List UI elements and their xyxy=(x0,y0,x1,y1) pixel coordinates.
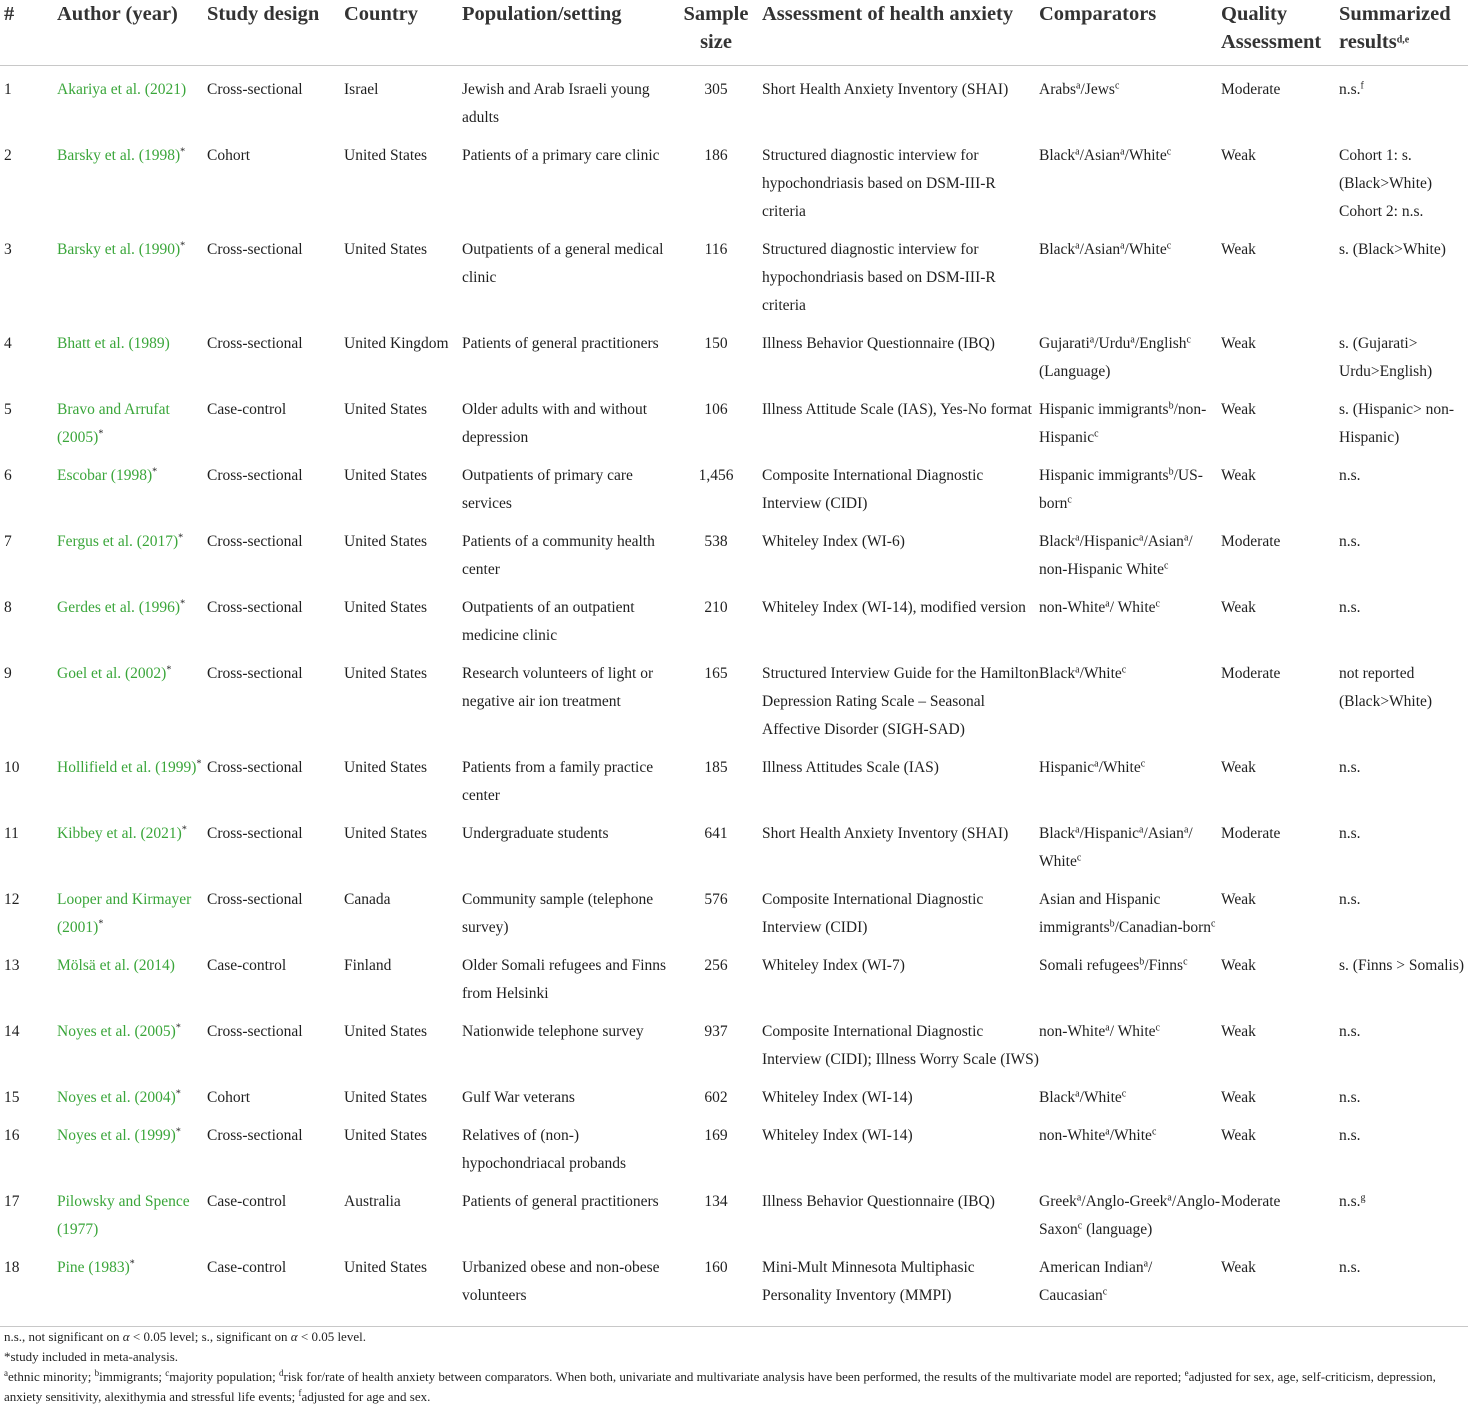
cell-results: Cohort 1: s. (Black>White) Cohort 2: n.s. xyxy=(1339,147,1433,220)
cell-num: 2 xyxy=(4,147,12,164)
meta-analysis-marker: * xyxy=(152,466,158,478)
table-row xyxy=(0,320,1468,386)
cell-population: Gulf War veterans xyxy=(462,1089,575,1106)
cell-quality: Moderate xyxy=(1221,665,1281,682)
cell-sample: 602 xyxy=(704,1089,728,1106)
cell-assessment: Whiteley Index (WI-7) xyxy=(762,957,905,974)
meta-analysis-marker: * xyxy=(180,146,186,158)
author-link[interactable]: Barsky et al. (1990) xyxy=(57,241,181,258)
cell-assessment: Illness Behavior Questionnaire (IBQ) xyxy=(762,335,995,352)
cell-population: Community sample (telephone survey) xyxy=(462,891,654,936)
header-sample: Sample size xyxy=(670,0,762,66)
cell-quality: Weak xyxy=(1221,467,1256,484)
cell-design: Cross-sectional xyxy=(207,759,303,776)
table-row xyxy=(0,386,1468,452)
cell-quality: Weak xyxy=(1221,335,1256,352)
author-link[interactable]: Fergus et al. (2017) xyxy=(57,533,179,550)
table-row xyxy=(0,226,1468,320)
cell-population: Outpatients of a general medical clinic xyxy=(462,241,664,286)
cell-author[interactable] xyxy=(57,1008,207,1074)
cell-num: 12 xyxy=(4,891,20,908)
cell-population: Patients of general practitioners xyxy=(462,335,659,352)
cell-results: s. (Gujarati> Urdu>English) xyxy=(1339,335,1433,380)
meta-analysis-marker: * xyxy=(180,240,186,252)
cell-assessment: Composite International Diagnostic Interview (CIDI); Illness Worry Scale (IWS) xyxy=(762,1023,1039,1068)
cell-author[interactable] xyxy=(57,226,207,320)
cell-quality: Moderate xyxy=(1221,81,1281,98)
author-link[interactable]: Noyes et al. (1999) xyxy=(57,1127,176,1144)
cell-comparators: Black$^a$/White$^c$ xyxy=(1039,1088,1127,1106)
author-link[interactable]: Bhatt et al. (1989) xyxy=(57,335,170,352)
cell-quality: Moderate xyxy=(1221,1193,1281,1210)
table-row xyxy=(0,518,1468,584)
meta-analysis-marker: * xyxy=(178,532,184,544)
header-assessment: Assessment of health anxiety xyxy=(762,0,1039,66)
cell-sample: 538 xyxy=(704,533,728,550)
author-link[interactable]: Akariya et al. (2021) xyxy=(57,81,187,98)
table-body xyxy=(0,66,1468,1321)
cell-results: not reported (Black>White) xyxy=(1339,665,1433,710)
cell-country: United States xyxy=(344,599,428,616)
cell-results: n.s.$^g$ xyxy=(1339,1192,1366,1210)
cell-quality: Weak xyxy=(1221,241,1256,258)
cell-results: s. (Hispanic> non-Hispanic) xyxy=(1339,401,1455,446)
cell-design: Cross-sectional xyxy=(207,335,303,352)
cell-results: n.s. xyxy=(1339,891,1361,908)
cell-author[interactable] xyxy=(57,584,207,650)
cell-design: Cross-sectional xyxy=(207,1127,303,1144)
cell-population: Outpatients of an outpatient medicine clinic xyxy=(462,599,635,644)
table-row xyxy=(0,132,1468,226)
cell-sample: 165 xyxy=(704,665,728,682)
cell-sample: 256 xyxy=(704,957,728,974)
cell-comparators: Somali refugees$^b$/Finns$^c$ xyxy=(1039,956,1188,974)
cell-design: Cross-sectional xyxy=(207,533,303,550)
cell-results: n.s. xyxy=(1339,1023,1361,1040)
cell-design: Case-control xyxy=(207,1259,287,1276)
cell-country: United States xyxy=(344,1127,428,1144)
cell-quality: Moderate xyxy=(1221,533,1281,550)
cell-author[interactable] xyxy=(57,518,207,584)
table-row xyxy=(0,1244,1468,1320)
meta-analysis-marker: * xyxy=(181,824,187,836)
cell-design: Cross-sectional xyxy=(207,599,303,616)
cell-results: s. (Black>White) xyxy=(1339,241,1446,258)
author-link[interactable]: Noyes et al. (2005) xyxy=(57,1023,176,1040)
cell-design: Cross-sectional xyxy=(207,241,303,258)
cell-author[interactable] xyxy=(57,386,207,452)
cell-sample: 937 xyxy=(704,1023,728,1040)
header-population: Population/setting xyxy=(462,0,670,66)
cell-country: Israel xyxy=(344,81,379,98)
cell-quality: Weak xyxy=(1221,1089,1256,1106)
cell-author[interactable] xyxy=(57,744,207,810)
header-country: Country xyxy=(344,0,462,66)
cell-author[interactable] xyxy=(57,1244,207,1320)
cell-design: Cross-sectional xyxy=(207,467,303,484)
meta-analysis-marker: * xyxy=(180,598,186,610)
meta-analysis-marker: * xyxy=(129,1258,135,1270)
cell-sample: 150 xyxy=(704,335,728,352)
cell-author[interactable] xyxy=(57,320,207,386)
cell-author[interactable] xyxy=(57,810,207,876)
meta-analysis-marker: * xyxy=(98,428,104,440)
cell-population: Jewish and Arab Israeli young adults xyxy=(462,81,650,126)
cell-results: n.s.$^f$ xyxy=(1339,80,1364,98)
cell-quality: Weak xyxy=(1221,1023,1256,1040)
cell-country: United States xyxy=(344,1023,428,1040)
cell-quality: Weak xyxy=(1221,1127,1256,1144)
cell-comparators: non-White$^a$/ White$^c$ xyxy=(1039,598,1160,616)
cell-comparators: Black$^a$/Hispanic$^a$/Asian$^a$/ White$^c$ xyxy=(1039,824,1193,870)
cell-country: United States xyxy=(344,665,428,682)
cell-comparators: Hispanic$^a$/White$^c$ xyxy=(1039,758,1146,776)
cell-comparators: Arabs$^a$/Jews$^c$ xyxy=(1039,80,1120,98)
cell-assessment: Composite International Diagnostic Interview (CIDI) xyxy=(762,891,984,936)
cell-num: 3 xyxy=(4,241,12,258)
cell-design: Case-control xyxy=(207,1193,287,1210)
cell-assessment: Illness Attitude Scale (IAS), Yes-No format xyxy=(762,401,1032,418)
author-link[interactable]: Looper and Kirmayer (2001) xyxy=(57,891,192,936)
meta-analysis-marker: * xyxy=(98,918,104,930)
cell-quality: Weak xyxy=(1221,759,1256,776)
cell-results: n.s. xyxy=(1339,599,1361,616)
author-link[interactable]: Barsky et al. (1998) xyxy=(57,147,181,164)
cell-author[interactable] xyxy=(57,650,207,744)
cell-sample: 305 xyxy=(704,81,728,98)
cell-num: 7 xyxy=(4,533,12,550)
cell-results: n.s. xyxy=(1339,533,1361,550)
author-link[interactable]: Goel et al. (2002) xyxy=(57,665,167,682)
cell-country: United States xyxy=(344,147,428,164)
footnote: $^a$ethnic minority; $^b$immigrants; $^c$majority population; $^d$risk for/rate of health anxiety between comparators. When both, univariate and multivariate analysis have been performed, the results of the multivariate model are reported; $^e$adjusted for sex, age, self-criticism, depression, anxiety sensitivity, alexithymia and stressful life events; $^f$adjusted for age and sex. xyxy=(4,1368,1436,1404)
cell-population: Patients from a family practice center xyxy=(462,759,654,804)
cell-results: n.s. xyxy=(1339,1259,1361,1276)
cell-comparators: American Indian$^a$/ Caucasian$^c$ xyxy=(1039,1258,1153,1304)
cell-design: Cross-sectional xyxy=(207,825,303,842)
author-link[interactable]: Kibbey et al. (2021) xyxy=(57,825,182,842)
cell-author[interactable] xyxy=(57,1112,207,1178)
cell-assessment: Structured Interview Guide for the Hamilton Depression Rating Scale – Seasonal Affective Disorder (SIGH-SAD) xyxy=(762,665,1039,738)
table-row xyxy=(0,584,1468,650)
cell-assessment: Whiteley Index (WI-14) xyxy=(762,1127,913,1144)
meta-analysis-marker: * xyxy=(175,1022,181,1034)
author-link[interactable]: Bravo and Arrufat (2005) xyxy=(57,401,170,446)
author-link[interactable]: Pilowsky and Spence (1977) xyxy=(57,1193,190,1238)
cell-assessment: Illness Attitudes Scale (IAS) xyxy=(762,759,939,776)
cell-comparators: Greek$^a$/Anglo-Greek$^a$/Anglo-Saxon$^c$ (language) xyxy=(1039,1192,1221,1238)
cell-population: Outpatients of primary care services xyxy=(462,467,633,512)
footnote: n.s., not significant on α < 0.05 level; s., significant on α < 0.05 level. xyxy=(4,1329,366,1344)
cell-quality: Weak xyxy=(1221,1259,1256,1276)
cell-sample: 1,456 xyxy=(698,467,734,484)
cell-num: 17 xyxy=(4,1193,20,1210)
author-link[interactable]: Noyes et al. (2004) xyxy=(57,1089,176,1106)
cell-sample: 641 xyxy=(704,825,728,842)
footnote: *study included in meta-analysis. xyxy=(4,1349,179,1364)
cell-comparators: non-White$^a$/White$^c$ xyxy=(1039,1126,1157,1144)
header-results: Summarized results$^{d,e}$ xyxy=(1339,0,1468,66)
cell-quality: Weak xyxy=(1221,401,1256,418)
cell-assessment: Short Health Anxiety Inventory (SHAI) xyxy=(762,81,1009,98)
cell-sample: 116 xyxy=(704,241,728,258)
cell-comparators: Hispanic immigrants$^b$/US-born$^c$ xyxy=(1039,466,1203,512)
cell-author[interactable] xyxy=(57,876,207,942)
cell-country: United States xyxy=(344,467,428,484)
table-row xyxy=(0,744,1468,810)
table-row xyxy=(0,650,1468,744)
cell-results: n.s. xyxy=(1339,759,1361,776)
cell-sample: 160 xyxy=(704,1259,728,1276)
cell-assessment: Whiteley Index (WI-14), modified version xyxy=(762,599,1026,616)
meta-analysis-marker: * xyxy=(196,758,202,770)
author-link[interactable]: Escobar (1998) xyxy=(57,467,153,484)
cell-sample: 106 xyxy=(704,401,728,418)
cell-design: Cross-sectional xyxy=(207,891,303,908)
cell-sample: 185 xyxy=(704,759,728,776)
cell-author[interactable] xyxy=(57,1178,207,1244)
cell-country: United States xyxy=(344,1089,428,1106)
cell-author[interactable] xyxy=(57,452,207,518)
meta-analysis-marker: * xyxy=(166,664,172,676)
cell-sample: 169 xyxy=(704,1127,728,1144)
cell-comparators: Asian and Hispanic immigrants$^b$/Canadian-born$^c$ xyxy=(1039,891,1216,936)
cell-design: Cohort xyxy=(207,1089,251,1106)
cell-sample: 134 xyxy=(704,1193,728,1210)
cell-num: 6 xyxy=(4,467,12,484)
cell-assessment: Composite International Diagnostic Interview (CIDI) xyxy=(762,467,984,512)
cell-population: Undergraduate students xyxy=(462,825,609,842)
cell-design: Cross-sectional xyxy=(207,81,303,98)
header-comparators: Comparators xyxy=(1039,0,1221,66)
table-row xyxy=(0,1074,1468,1112)
cell-country: United States xyxy=(344,533,428,550)
cell-comparators: Gujarati$^a$/Urdu$^a$/English$^c$ (Language) xyxy=(1039,334,1191,380)
cell-population: Patients of a primary care clinic xyxy=(462,147,660,164)
cell-country: Finland xyxy=(344,957,392,974)
cell-assessment: Whiteley Index (WI-14) xyxy=(762,1089,913,1106)
cell-country: United Kingdom xyxy=(344,335,449,352)
cell-author[interactable] xyxy=(57,942,207,1008)
cell-num: 9 xyxy=(4,665,12,682)
meta-analysis-marker: * xyxy=(175,1088,181,1100)
cell-num: 1 xyxy=(4,81,12,98)
table-row xyxy=(0,1178,1468,1244)
cell-country: Canada xyxy=(344,891,391,908)
cell-country: United States xyxy=(344,241,428,258)
cell-assessment: Illness Behavior Questionnaire (IBQ) xyxy=(762,1193,995,1210)
cell-quality: Weak xyxy=(1221,891,1256,908)
cell-results: n.s. xyxy=(1339,825,1361,842)
table-row xyxy=(0,66,1468,133)
cell-num: 5 xyxy=(4,401,12,418)
author-link[interactable]: Mölsä et al. (2014) xyxy=(57,957,175,974)
meta-analysis-marker: * xyxy=(175,1126,181,1138)
cell-quality: Weak xyxy=(1221,599,1256,616)
cell-num: 15 xyxy=(4,1089,20,1106)
cell-assessment: Whiteley Index (WI-6) xyxy=(762,533,905,550)
cell-population: Older Somali refugees and Finns from Helsinki xyxy=(462,957,667,1002)
cell-num: 8 xyxy=(4,599,12,616)
cell-design: Cohort xyxy=(207,147,251,164)
cell-country: United States xyxy=(344,825,428,842)
cell-num: 11 xyxy=(4,825,19,842)
header-design: Study design xyxy=(207,0,344,66)
header-row xyxy=(0,0,1468,66)
cell-sample: 576 xyxy=(704,891,728,908)
author-link[interactable]: Pine (1983) xyxy=(57,1259,130,1276)
cell-comparators: Black$^a$/Asian$^a$/White$^c$ xyxy=(1039,240,1172,258)
cell-population: Urbanized obese and non-obese volunteers xyxy=(462,1259,660,1304)
cell-results: s. (Finns > Somalis) xyxy=(1339,957,1465,974)
table-row xyxy=(0,1008,1468,1074)
cell-quality: Moderate xyxy=(1221,825,1281,842)
table-row xyxy=(0,452,1468,518)
author-link[interactable]: Gerdes et al. (1996) xyxy=(57,599,181,616)
cell-comparators: Black$^a$/Asian$^a$/White$^c$ xyxy=(1039,146,1172,164)
cell-sample: 186 xyxy=(704,147,728,164)
table-footnotes xyxy=(0,1326,1468,1407)
cell-num: 10 xyxy=(4,759,20,776)
cell-assessment: Mini-Mult Minnesota Multiphasic Personality Inventory (MMPI) xyxy=(762,1259,975,1304)
cell-author[interactable] xyxy=(57,132,207,226)
cell-country: United States xyxy=(344,401,428,418)
header-author: Author (year) xyxy=(57,0,207,66)
cell-sample: 210 xyxy=(704,599,728,616)
cell-design: Cross-sectional xyxy=(207,665,303,682)
cell-design: Case-control xyxy=(207,401,287,418)
author-link[interactable]: Hollifield et al. (1999) xyxy=(57,759,197,776)
cell-population: Patients of a community health center xyxy=(462,533,655,578)
cell-assessment: Short Health Anxiety Inventory (SHAI) xyxy=(762,825,1009,842)
cell-country: United States xyxy=(344,1259,428,1276)
cell-population: Older adults with and without depression xyxy=(462,401,648,446)
header-quality: Quality Assessment xyxy=(1221,0,1339,66)
cell-population: Relatives of (non-) hypochondriacal probands xyxy=(462,1127,626,1172)
cell-design: Cross-sectional xyxy=(207,1023,303,1040)
cell-num: 4 xyxy=(4,335,12,352)
cell-author[interactable] xyxy=(57,1074,207,1112)
cell-author[interactable] xyxy=(57,66,207,133)
cell-design: Case-control xyxy=(207,957,287,974)
cell-num: 13 xyxy=(4,957,20,974)
cell-country: Australia xyxy=(344,1193,401,1210)
table-row xyxy=(0,1112,1468,1178)
cell-results: n.s. xyxy=(1339,1089,1361,1106)
cell-country: United States xyxy=(344,759,428,776)
cell-results: n.s. xyxy=(1339,467,1361,484)
table-row xyxy=(0,876,1468,942)
cell-num: 18 xyxy=(4,1259,20,1276)
cell-num: 14 xyxy=(4,1023,20,1040)
table-row xyxy=(0,810,1468,876)
cell-assessment: Structured diagnostic interview for hypochondriasis based on DSM-III-R criteria xyxy=(762,241,996,314)
cell-assessment: Structured diagnostic interview for hypochondriasis based on DSM-III-R criteria xyxy=(762,147,996,220)
cell-num: 16 xyxy=(4,1127,20,1144)
cell-population: Nationwide telephone survey xyxy=(462,1023,644,1040)
cell-comparators: Black$^a$/Hispanic$^a$/Asian$^a$/ non-Hispanic White$^c$ xyxy=(1039,532,1193,578)
cell-quality: Weak xyxy=(1221,147,1256,164)
header-num: # xyxy=(0,0,57,66)
cell-results: n.s. xyxy=(1339,1127,1361,1144)
cell-population: Research volunteers of light or negative air ion treatment xyxy=(462,665,654,710)
cell-quality: Weak xyxy=(1221,957,1256,974)
table-row xyxy=(0,942,1468,1008)
cell-population: Patients of general practitioners xyxy=(462,1193,659,1210)
cell-comparators: Black$^a$/White$^c$ xyxy=(1039,664,1127,682)
cell-comparators: Hispanic immigrants$^b$/non-Hispanic$^c$ xyxy=(1039,400,1207,446)
cell-comparators: non-White$^a$/ White$^c$ xyxy=(1039,1022,1160,1040)
